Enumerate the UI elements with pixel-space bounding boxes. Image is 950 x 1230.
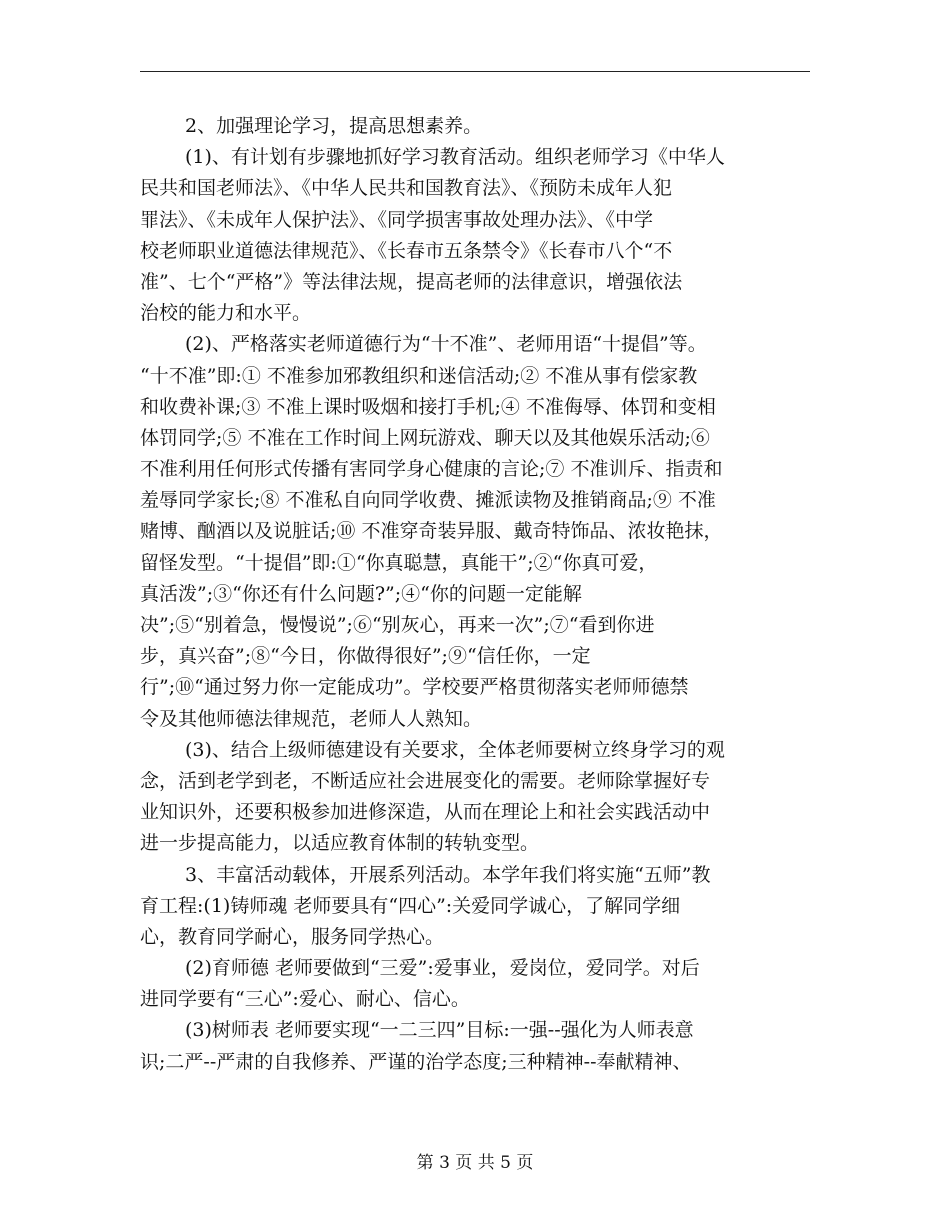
header-rule bbox=[140, 71, 810, 72]
text-line: 体罚同学;⑤ 不准在工作时间上网玩游戏、聊天以及其他娱乐活动;⑥ bbox=[140, 426, 710, 449]
page-footer: 第 3 页 共 5 页 bbox=[416, 1153, 534, 1173]
text-line: (3)树师表 老师要实现“一二三四”目标:一强--强化为人师表意 bbox=[185, 1019, 694, 1042]
text-line: 业知识外，还要积极参加进修深造，从而在理论上和社会实践活动中 bbox=[140, 801, 711, 824]
text-line: 令及其他师德法律规范，老师人人熟知。 bbox=[140, 707, 483, 730]
text-line: 心，教育同学耐心，服务同学热心。 bbox=[140, 925, 445, 948]
text-line: 罪法》、《未成年人保护法》、《同学损害事故处理办法》、《中学 bbox=[140, 208, 654, 231]
text-line: 真活泼”;③“你还有什么问题?”;④“你的问题一定能解 bbox=[140, 582, 582, 605]
text-line: 念，活到老学到老，不断适应社会进展变化的需要。老师除掌握好专 bbox=[140, 769, 711, 792]
text-line: 赌博、酗酒以及说脏话;⑩ 不准穿奇装异服、戴奇特饰品、浓妆艳抹， bbox=[140, 520, 723, 543]
text-line: 留怪发型。“十提倡”即:①“你真聪慧，真能干”;②“你真可爱， bbox=[140, 551, 658, 574]
text-line: 识;二严--严肃的自我修养、严谨的治学态度;三种精神--奉献精神、 bbox=[140, 1050, 692, 1073]
text-line: (2)、严格落实老师道德行为“十不准”、老师用语“十提倡”等。 bbox=[185, 333, 707, 356]
text-line: 不准利用任何形式传播有害同学身心健康的言论;⑦ 不准训斥、指责和 bbox=[140, 458, 723, 481]
text-line: 治校的能力和水平。 bbox=[140, 302, 312, 325]
text-line: 步，真兴奋”;⑧“今日，你做得很好”;⑨“信任你，一定 bbox=[140, 645, 591, 668]
text-line: 民共和国老师法》、《中华人民共和国教育法》、《预防未成年人犯 bbox=[140, 177, 673, 200]
text-line: 校老师职业道德法律规范》、《长春市五条禁令》《长春市八个“不 bbox=[140, 239, 673, 262]
text-line: 育工程:(1)铸师魂 老师要具有“四心”:关爱同学诚心，了解同学细 bbox=[140, 894, 681, 917]
text-line: 行”;⑩“通过努力你一定能成功”。学校要严格贯彻落实老师师德禁 bbox=[140, 676, 689, 699]
text-line: 决”;⑤“别着急，慢慢说”;⑥“别灰心，再来一次”;⑦“看到你进 bbox=[140, 614, 655, 636]
text-line: 准”、七个“严格”》等法律法规，提高老师的法律意识，增强依法 bbox=[140, 270, 683, 293]
text-line: 羞辱同学家长;⑧ 不准私自向同学收费、摊派读物及推销商品;⑨ 不准 bbox=[140, 489, 716, 512]
text-line: (1)、有计划有步骤地抓好学习教育活动。组织老师学习《中华人 bbox=[185, 146, 725, 169]
text-line: 进同学要有“三心”:爱心、耐心、信心。 bbox=[140, 988, 470, 1011]
text-line: “十不准”即:① 不准参加邪教组织和迷信活动;② 不准从事有偿家教 bbox=[140, 364, 698, 387]
text-line: 3、丰富活动载体，开展系列活动。本学年我们将实施“五师”教 bbox=[185, 863, 711, 886]
text-line: (3)、结合上级师德建设有关要求，全体老师要树立终身学习的观 bbox=[185, 738, 725, 761]
text-line: (2)育师德 老师要做到“三爱”:爱事业，爱岗位，爱同学。对后 bbox=[185, 957, 700, 980]
text-line: 和收费补课;③ 不准上课时吸烟和接打手机;④ 不准侮辱、体罚和变相 bbox=[140, 395, 716, 418]
text-line: 2、加强理论学习，提高思想素养。 bbox=[185, 115, 483, 137]
document-body bbox=[140, 111, 830, 1078]
text-line: 进一步提高能力，以适应教育体制的转轨变型。 bbox=[140, 832, 540, 855]
